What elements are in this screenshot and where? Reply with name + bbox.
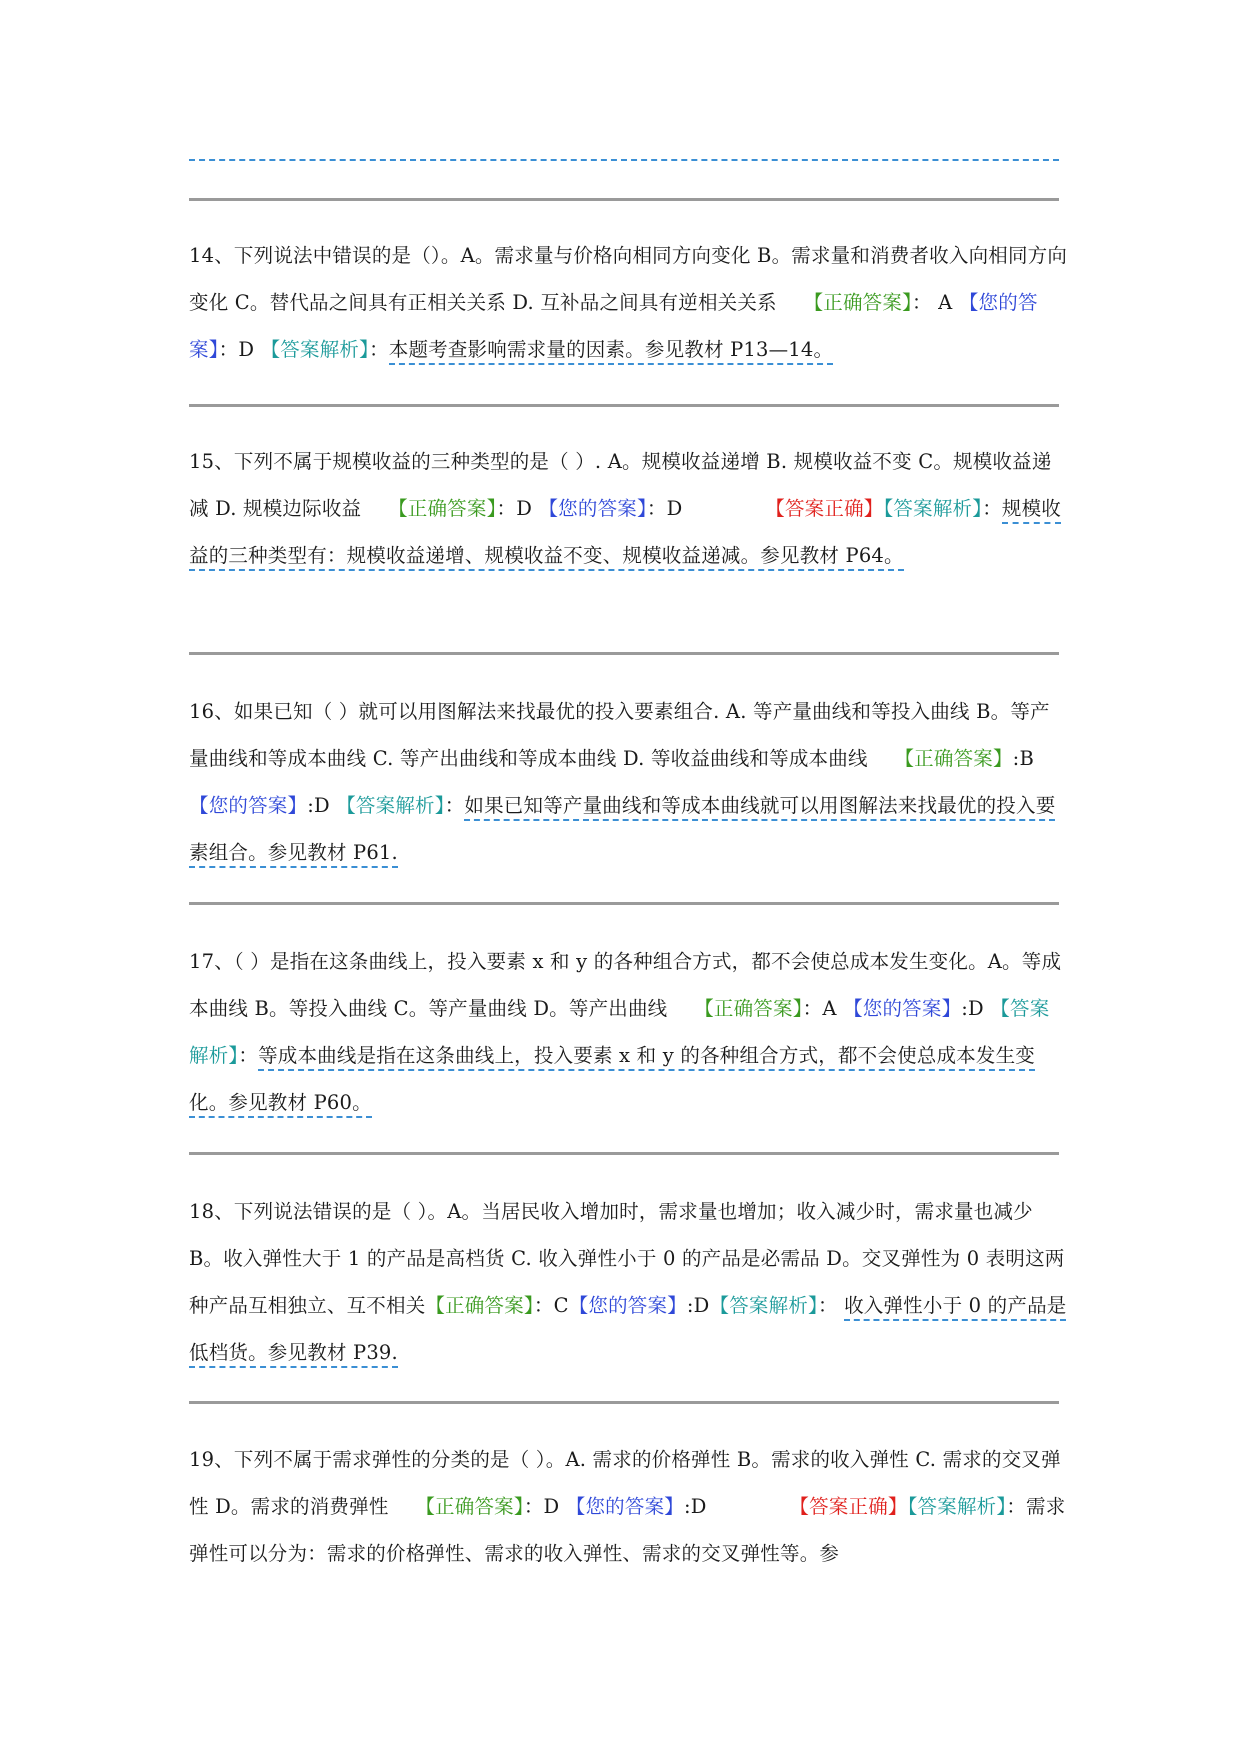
separator: :: [961, 997, 969, 1020]
your-answer-value: D: [690, 1495, 707, 1518]
separator: ：: [802, 997, 823, 1020]
verdict-label: 【答案正确】: [765, 497, 884, 520]
correct-answer-label: 【正确答案】: [425, 1294, 534, 1317]
your-answer-value: D: [313, 794, 330, 817]
correct-answer-value: D: [516, 497, 533, 520]
horizontal-rule: [189, 1152, 1059, 1155]
correct-answer-value: D: [543, 1495, 560, 1518]
separator: ：: [646, 497, 667, 520]
horizontal-rule: [189, 404, 1059, 407]
your-answer-value: D: [693, 1294, 710, 1317]
dashed-separator: [189, 159, 1059, 161]
correct-answer-label: 【正确答案】: [694, 997, 803, 1020]
question-stem: 17、（ ）是指在这条曲线上，投入要素 x 和 y 的各种组合方式，都不会使总成本发生变化。A。等成本曲线 B。等投入曲线 C。等产量曲线 D。等产出曲线: [189, 950, 1062, 1020]
separator: ：: [523, 1495, 544, 1518]
separator: ：: [912, 291, 932, 314]
horizontal-rule: [189, 1401, 1059, 1404]
your-answer-value: D: [666, 497, 683, 520]
correct-answer-label: 【正确答案】: [415, 1495, 524, 1518]
question-item: [189, 232, 1069, 373]
separator: ：: [238, 1044, 259, 1067]
correct-answer-value: A: [938, 291, 953, 314]
question-stem: 18、下列说法错误的是（ ）。A。当居民收入增加时，需求量也增加；收入减少时，需求量也减少 B。收入弹性大于 1 的产品是高档货 C. 收入弹性小于 0 的产品是必需品 D。交叉弹性为 0 表明这两种产品互相独立、互不相关: [189, 1200, 1065, 1317]
analysis-text: 收入弹性小于 0 的产品是低档货。参见教材 P39.: [189, 1294, 1066, 1368]
analysis-text: 本题考查影响需求量的因素。参见教材 P13—14。: [389, 338, 833, 365]
separator: ：: [982, 497, 1002, 520]
separator: :: [686, 1294, 694, 1317]
your-answer-label: 【您的答案】: [568, 1294, 687, 1317]
verdict-label: 【答案正确】: [789, 1495, 908, 1518]
analysis-text: 等成本曲线是指在这条曲线上，投入要素 x 和 y 的各种组合方式，都不会使总成本发生变化。参见教材 P60。: [189, 1044, 1035, 1118]
horizontal-rule: [189, 652, 1059, 655]
separator: ：: [533, 1294, 554, 1317]
separator: ：: [496, 497, 517, 520]
question-item: [189, 1436, 1069, 1577]
analysis-text: 如果已知等产量曲线和等成本曲线就可以用图解法来找最优的投入要素组合。参见教材 P61.: [189, 794, 1055, 868]
separator: :: [1012, 747, 1020, 770]
separator: ：: [444, 794, 465, 817]
correct-answer-value: C: [553, 1294, 569, 1317]
analysis-text: 需求弹性可以分为：需求的价格弹性、需求的收入弹性、需求的交叉弹性等。参: [189, 1495, 1066, 1565]
your-answer-label: 【您的答案】: [843, 997, 962, 1020]
separator: :: [307, 794, 314, 817]
separator: :: [683, 1495, 691, 1518]
your-answer-label: 【您的答案】: [189, 794, 308, 817]
analysis-label: 【答案解析】: [260, 338, 370, 361]
your-answer-label: 【您的答案】: [538, 497, 647, 520]
analysis-text: 规模收益的三种类型有：规模收益递增、规模收益不变、规模收益递减。参见教材 P64。: [189, 497, 1061, 571]
correct-answer-value: B: [1019, 747, 1034, 770]
separator: ：: [817, 1294, 838, 1317]
question-item: [189, 438, 1069, 579]
correct-answer-label: 【正确答案】: [388, 497, 497, 520]
analysis-label: 【答案解析】: [709, 1294, 818, 1317]
your-answer-label: 【您的答案】: [565, 1495, 684, 1518]
your-answer-value: D: [238, 338, 255, 361]
analysis-label: 【答案解析】: [189, 997, 1050, 1067]
question-stem: 16、如果已知（ ）就可以用图解法来找最优的投入要素组合. A. 等产量曲线和等投入曲线 B。等产量曲线和等成本曲线 C. 等产出曲线和等成本曲线 D. 等收益曲线和等成本曲线: [189, 700, 1050, 770]
question-item: [189, 1188, 1069, 1376]
your-answer-value: D: [968, 997, 984, 1020]
separator: ：: [369, 338, 389, 361]
question-item: [189, 688, 1069, 876]
separator: ：: [218, 338, 239, 361]
horizontal-rule: [189, 902, 1059, 905]
separator: ：: [1006, 1495, 1027, 1518]
analysis-label: 【答案解析】: [907, 1495, 1007, 1518]
analysis-label: 【答案解析】: [336, 794, 445, 817]
question-stem: 19、下列不属于需求弹性的分类的是（ ）。A. 需求的价格弹性 B。需求的收入弹性 C. 需求的交叉弹性 D。需求的消费弹性: [189, 1448, 1061, 1518]
analysis-label: 【答案解析】: [883, 497, 983, 520]
question-item: [189, 938, 1069, 1126]
correct-answer-label: 【正确答案】: [894, 747, 1013, 770]
correct-answer-label: 【正确答案】: [803, 291, 913, 314]
your-answer-label: 【您的答案】: [189, 291, 1038, 361]
question-stem: 15、下列不属于规模收益的三种类型的是（ ）. A。规模收益递增 B. 规模收益不变 C。规模收益递减 D. 规模边际收益: [189, 450, 1052, 520]
question-stem: 14、下列说法中错误的是（）。A。需求量与价格向相同方向变化 B。需求量和消费者收入向相同方向变化 C。替代品之间具有正相关关系 D. 互补品之间具有逆相关关系: [189, 244, 1068, 314]
correct-answer-value: A: [822, 997, 837, 1020]
horizontal-rule: [189, 198, 1059, 201]
